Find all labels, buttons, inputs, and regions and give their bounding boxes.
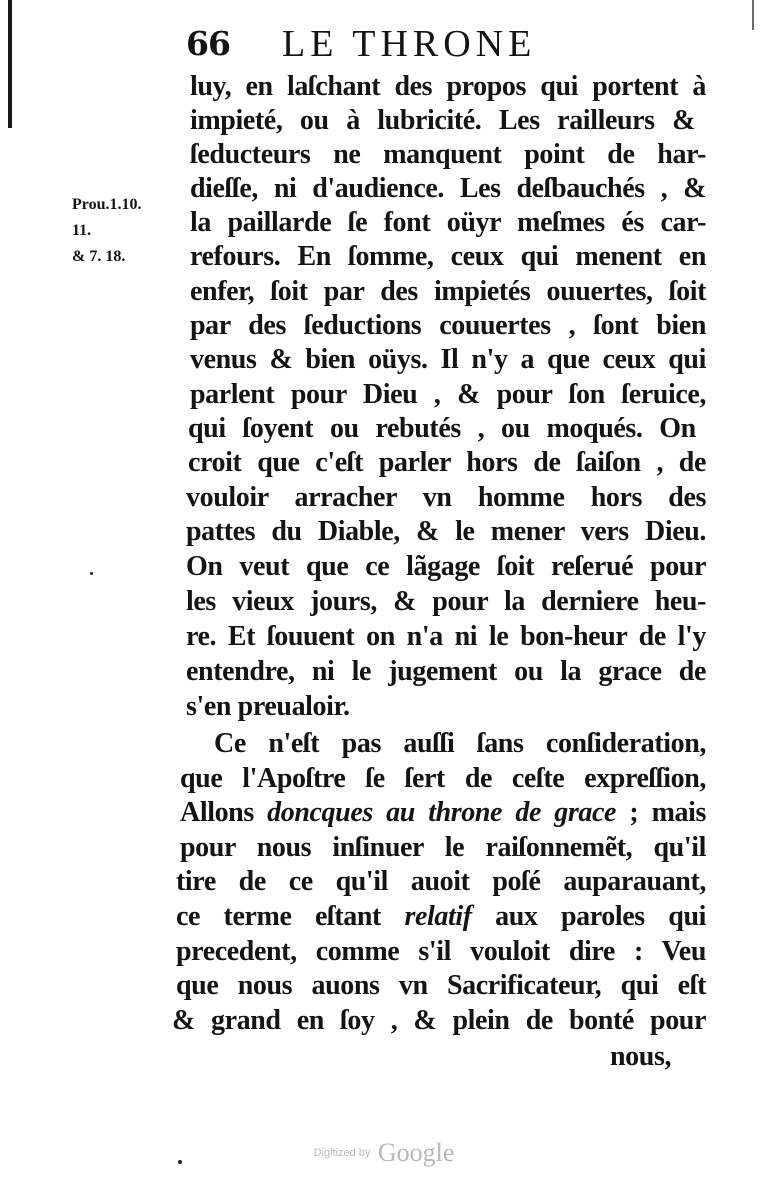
text-line bbox=[214, 727, 706, 761]
text-line bbox=[188, 412, 696, 446]
text-line bbox=[186, 690, 350, 724]
text-run: ce terme eſtant bbox=[176, 901, 405, 932]
text-line bbox=[186, 655, 706, 689]
text-line bbox=[176, 969, 706, 1003]
text-run: re. Et ſouuent on n'a ni le bon-heur de l'y bbox=[186, 621, 706, 652]
text-run: & grand en ſoy , & plein de bonté pour bbox=[172, 1005, 706, 1036]
text-run: s'en preualoir. bbox=[186, 691, 350, 722]
text-line bbox=[180, 762, 706, 796]
text-line bbox=[176, 865, 706, 899]
text-run: luy, en laſchant des propos qui portent à bbox=[190, 71, 706, 102]
text-run: que nous auons vn Sacrificateur, qui eſt bbox=[176, 970, 706, 1001]
text-run: impieté, ou à lubricité. Les railleurs & bbox=[190, 105, 696, 136]
text-line bbox=[186, 620, 706, 654]
text-run: precedent, comme s'il vouloit dire : Veu bbox=[176, 936, 706, 967]
text-line bbox=[190, 104, 695, 138]
text-line bbox=[190, 206, 706, 240]
text-line bbox=[176, 935, 706, 969]
text-run: croit que c'eſt parler hors de ſaiſon , de bbox=[188, 447, 706, 478]
watermark-brand: Google bbox=[377, 1138, 455, 1167]
margin-note-line: & 7. 18. bbox=[72, 248, 126, 265]
watermark-prefix: Digitized by bbox=[313, 1147, 371, 1159]
text-run: enfer, ſoit par des impietés ouuertes, ſoit bbox=[190, 276, 706, 307]
text-run: dieſſe, ni d'audience. Les deſbauchés , & bbox=[190, 173, 706, 204]
italic-phrase: relatif bbox=[404, 901, 472, 932]
text-run: parlent pour Dieu , & pour ſon ſeruice, bbox=[190, 379, 706, 410]
text-run: vouloir arracher vn homme hors des bbox=[186, 482, 706, 513]
page-header bbox=[186, 22, 626, 66]
text-run: pattes du Diable, & le mener vers Dieu. bbox=[186, 516, 706, 547]
text-line bbox=[190, 309, 706, 343]
text-line bbox=[186, 515, 706, 549]
text-line bbox=[186, 481, 706, 515]
text-line bbox=[180, 796, 706, 830]
text-run: ſeducteurs ne manquent point de har- bbox=[190, 139, 706, 170]
text-line bbox=[188, 446, 706, 480]
text-line bbox=[190, 275, 706, 309]
text-line bbox=[180, 831, 706, 865]
text-line bbox=[186, 550, 706, 584]
digitized-by-watermark bbox=[0, 1138, 768, 1168]
text-run: entendre, ni le jugement ou la grace de bbox=[186, 656, 706, 687]
margin-note-line: 11. bbox=[72, 222, 92, 239]
text-line bbox=[172, 1004, 706, 1038]
text-run: nous, bbox=[610, 1041, 672, 1072]
text-line bbox=[176, 900, 706, 934]
text-line bbox=[186, 585, 706, 619]
running-title: LE THRONE bbox=[282, 23, 537, 65]
page-edge-rule bbox=[8, 0, 12, 128]
ink-speck bbox=[90, 572, 93, 575]
text-line bbox=[190, 138, 706, 172]
text-run: Allons bbox=[180, 797, 268, 828]
italic-phrase: doncques au throne de grace bbox=[267, 797, 617, 828]
text-run: pour nous inſinuer le raiſonnemẽt, qu'il bbox=[180, 832, 706, 863]
page-number: 66 bbox=[186, 24, 230, 63]
text-run: ; mais bbox=[616, 797, 706, 828]
text-line bbox=[190, 70, 706, 104]
text-run: les vieux jours, & pour la derniere heu- bbox=[186, 586, 706, 617]
text-line bbox=[190, 378, 706, 412]
text-run: refours. En ſomme, ceux qui menent en bbox=[190, 241, 706, 272]
text-line bbox=[190, 343, 706, 377]
text-run: tire de ce qu'il auoit poſé auparauant, bbox=[176, 866, 706, 897]
text-run: que l'Apoſtre ſe ſert de ceſte expreſſion, bbox=[180, 763, 706, 794]
text-line bbox=[190, 240, 706, 274]
margin-note-line: Prou.1.10. bbox=[72, 196, 142, 213]
ink-speck bbox=[178, 1160, 182, 1164]
page-edge-mark bbox=[752, 0, 754, 30]
text-run: On veut que ce lãgage ſoit reſerué pour bbox=[186, 551, 706, 582]
text-run: par des ſeductions couuertes , ſont bien bbox=[190, 310, 706, 341]
text-line bbox=[610, 1040, 671, 1074]
text-run: qui ſoyent ou rebutés , ou moqués. On bbox=[188, 413, 696, 444]
text-run: venus & bien oüys. Il n'y a que ceux qui bbox=[190, 344, 706, 375]
text-line bbox=[190, 172, 706, 206]
text-run: Ce n'eſt pas auſſi ſans conſideration, bbox=[214, 728, 706, 759]
margin-note bbox=[72, 192, 176, 270]
text-run: aux paroles qui bbox=[471, 901, 706, 932]
text-run: la paillarde ſe font oüyr meſmes és car- bbox=[190, 207, 706, 238]
